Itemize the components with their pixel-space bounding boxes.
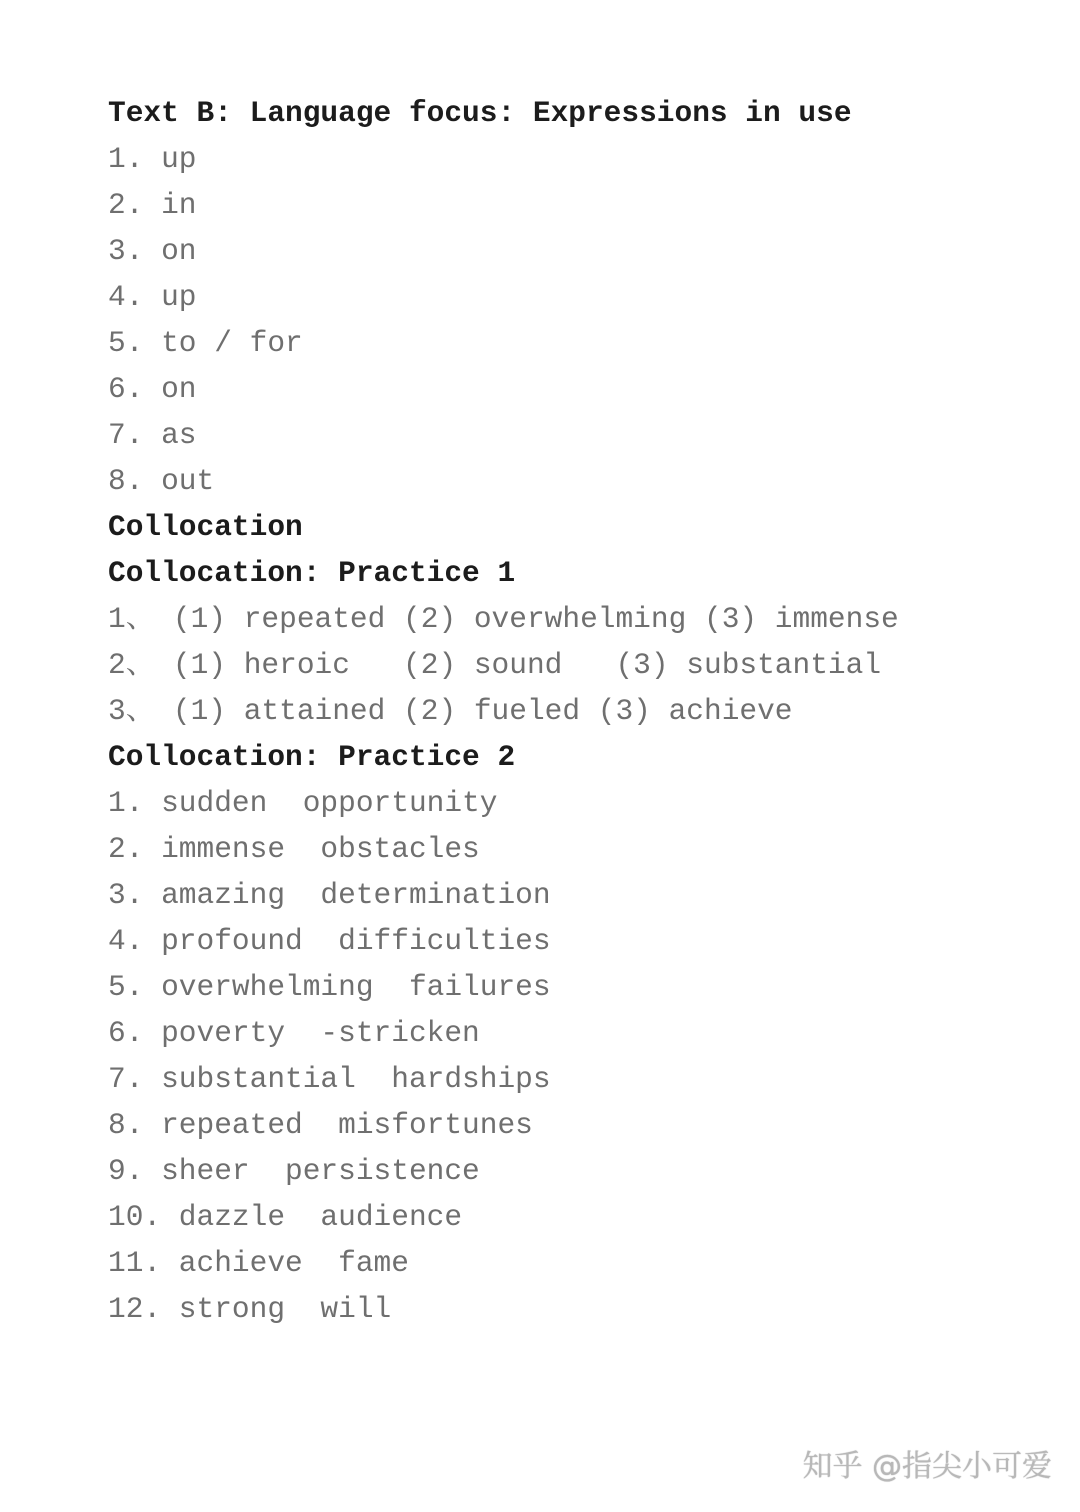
practice-2-answer: 10. dazzle audience [108,1200,463,1234]
practice-2-answer: 8. repeated misfortunes [108,1108,533,1142]
expressions-list [108,136,1048,504]
practice-2-answer: 12. strong will [108,1292,392,1326]
practice-2-answer: 3. amazing determination [108,878,551,912]
expression-answer: 1. up [108,142,197,176]
practice-2-answer: 7. substantial hardships [108,1062,551,1096]
expression-answer: 4. up [108,280,197,314]
expression-answer: 2. in [108,188,197,222]
practice-1-answer: 1、 (1) repeated (2) overwhelming (3) immense [108,602,899,636]
answer-key-content [108,90,1048,1332]
watermark: 知乎 @指尖小可爱 [802,1449,1052,1484]
collocation-heading: Collocation [108,510,303,544]
practice-1-list [108,596,1048,734]
expression-answer: 5. to / for [108,326,303,360]
expression-answer: 8. out [108,464,215,498]
practice-2-answer: 1. sudden opportunity [108,786,498,820]
practice-2-heading: Collocation: Practice 2 [108,740,516,774]
practice-2-answer: 2. immense obstacles [108,832,480,866]
expression-answer: 3. on [108,234,197,268]
practice-1-answer: 3、 (1) attained (2) fueled (3) achieve [108,694,793,728]
expression-answer: 7. as [108,418,197,452]
practice-2-list [108,780,1048,1332]
practice-2-answer: 4. profound difficulties [108,924,551,958]
practice-2-answer: 5. overwhelming failures [108,970,551,1004]
expression-answer: 6. on [108,372,197,406]
practice-2-answer: 6. poverty -stricken [108,1016,480,1050]
practice-2-answer: 11. achieve fame [108,1246,409,1280]
practice-1-answer: 2、 (1) heroic (2) sound (3) substantial [108,648,882,682]
document-title: Text B: Language focus: Expressions in use [108,96,852,130]
practice-1-heading: Collocation: Practice 1 [108,556,516,590]
practice-2-answer: 9. sheer persistence [108,1154,480,1188]
